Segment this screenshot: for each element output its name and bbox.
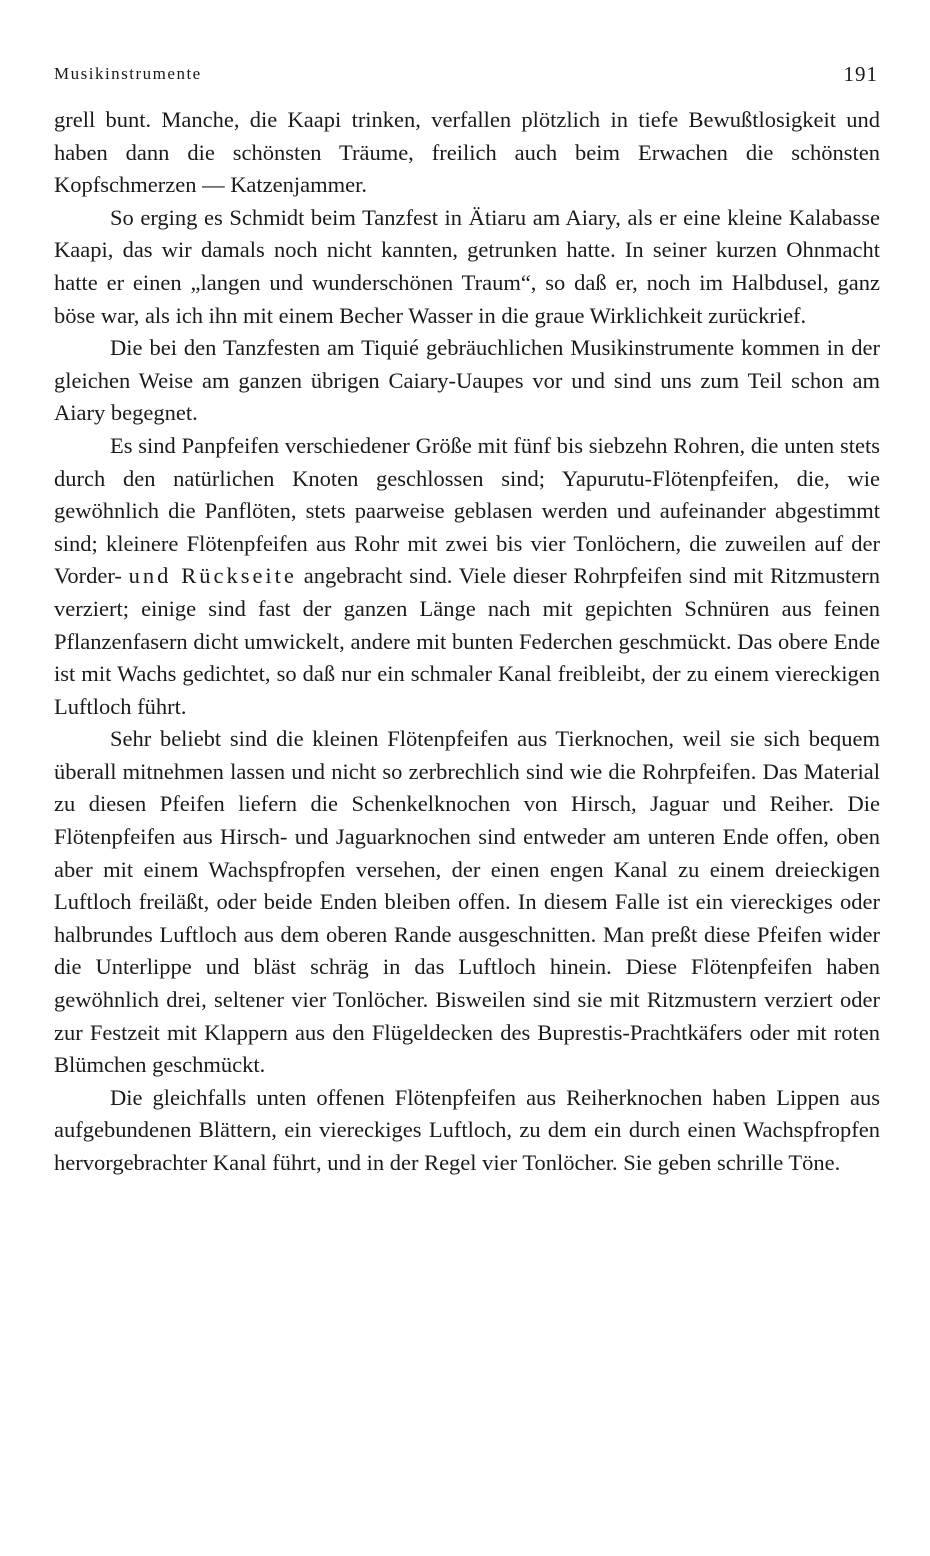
paragraph-2: So erging es Schmidt beim Tanzfest in Ätiaru am Aiary, als er eine kleine Kalabasse Kaapi, das wir damals noch nicht kannten, getrunken hatte. In seiner kurzen Ohnmacht hatte er einen „langen und wunderschönen Traum“, so daß er, noch im Halbdusel, ganz böse war, als ich ihn mit einem Becher Wasser in die graue Wirklichkeit zurückrief. [54, 204, 880, 328]
paragraph-4-part-1: Es sind Panpfeifen verschiedener Größe mit fünf bis siebzehn Rohren, die unten stets durch den natürlichen Knoten geschlossen sind; Yapurutu-Flötenpfeifen, die, wie gewöhnlich die Panflöten, stets paarweise geblasen werden und aufeinander abgestimmt sind; kleinere Flötenpfeifen aus Rohr mit zwei bis vier Tonlöchern, die zuweilen auf der Vorder- [54, 432, 880, 589]
body-text [54, 104, 880, 1180]
book-page [54, 62, 880, 1502]
paragraph-4-part-2: angebracht sind. Viele dieser Rohrpfeifen sind mit Ritzmustern verziert; einige sind fast der ganzen Länge nach mit gepichten Schnüren aus feinen Pflanzenfasern dicht umwickelt, andere mit bunten Federchen geschmückt. Das obere Ende ist mit Wachs gedichtet, so daß nur ein schmaler Kanal freibleibt, der zu einem viereckigen Luftloch führt. [54, 563, 880, 719]
page-number: 191 [843, 62, 878, 86]
spaced-emphasis: und Rückseite [128, 563, 297, 589]
running-title: Musikinstrumente [54, 64, 202, 83]
paragraph-5: Sehr beliebt sind die kleinen Flötenpfeifen aus Tierknochen, weil sie sich bequem überall mitnehmen lassen und nicht so zerbrechlich sind wie die Rohrpfeifen. Das Material zu diesen Pfeifen liefern die Schenkelknochen von Hirsch, Jaguar und Reiher. Die Flötenpfeifen aus Hirsch- und Jaguarknochen sind entweder am unteren Ende offen, oben aber mit einem Wachspfropfen versehen, der einen engen Kanal zu einem dreieckigen Luftloch freiläßt, oder beide Enden bleiben offen. In diesem Falle ist ein viereckiges oder halbrundes Luftloch aus dem oberen Rande ausgeschnitten. Man preßt diese Pfeifen wider die Unterlippe und bläst schräg in das Luftloch hinein. Diese Flötenpfeifen haben gewöhnlich drei, seltener vier Tonlöcher. Bisweilen sind sie mit Ritzmustern verziert oder zur Festzeit mit Klappern aus den Flügeldecken des Buprestis-Prachtkäfers oder mit roten Blümchen geschmückt. [54, 726, 880, 1078]
running-head [54, 62, 880, 96]
paragraph-1: grell bunt. Manche, die Kaapi trinken, verfallen plötzlich in tiefe Bewußtlosigkeit und haben dann die schönsten Träume, freilich auch beim Erwachen die schönsten Kopfschmerzen — Katzenjammer. [54, 107, 880, 198]
paragraph-4 [54, 430, 880, 723]
paragraph-6: Die gleichfalls unten offenen Flötenpfeifen aus Reiherknochen haben Lippen aus aufgebundenen Blättern, ein viereckiges Luftloch, zu dem ein durch einen Wachspfropfen hervorgebrachter Kanal führt, und in der Regel vier Tonlöcher. Sie geben schrille Töne. [54, 1084, 880, 1175]
paragraph-3: Die bei den Tanzfesten am Tiquié gebräuchlichen Musikinstrumente kommen in der gleichen Weise am ganzen übrigen Caiary-Uaupes vor und sind uns zum Teil schon am Aiary begegnet. [54, 335, 880, 426]
